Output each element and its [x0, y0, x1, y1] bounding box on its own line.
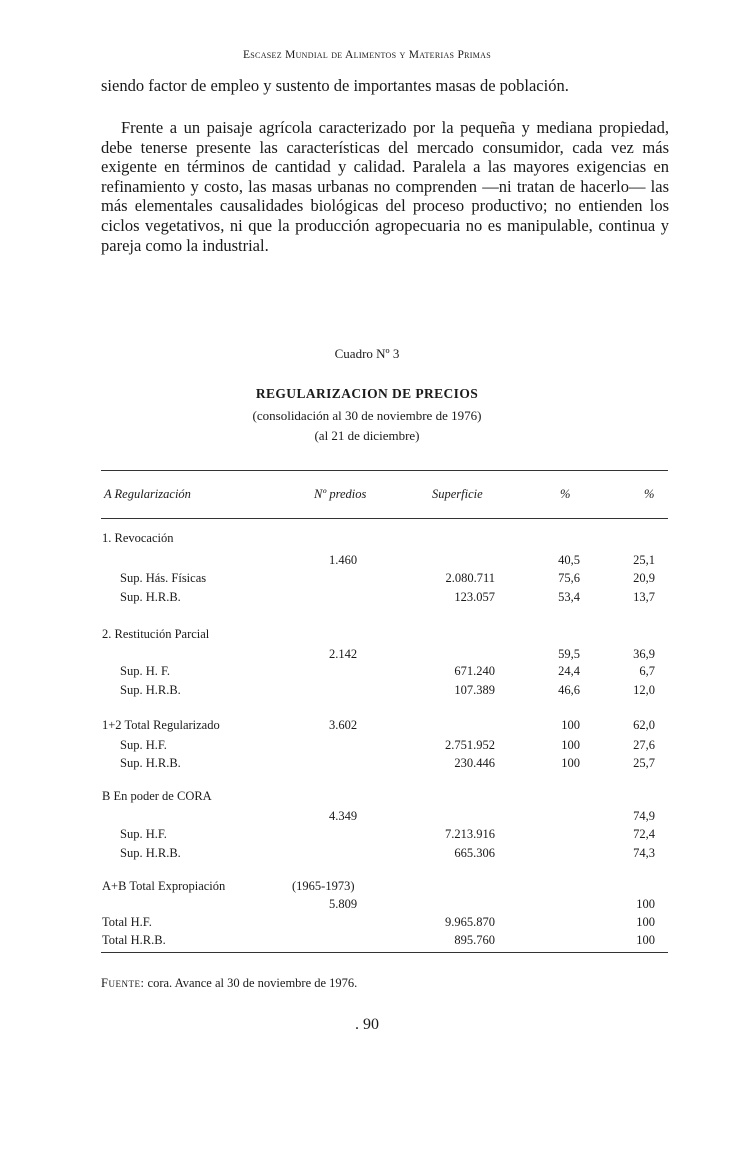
cell-superficie: 2.080.711: [445, 571, 495, 585]
cell-pct-2: 25,7: [633, 756, 655, 770]
row-label: 1. Revocación: [102, 531, 174, 545]
table-bottom-rule: [101, 952, 668, 953]
cell-superficie: 123.057: [454, 590, 495, 604]
table-title: REGULARIZACION DE PRECIOS: [255, 386, 479, 401]
table-source: [101, 976, 357, 991]
cell-superficie: 665.306: [454, 846, 495, 860]
cell-pct-1: 100: [561, 756, 580, 770]
cell-pct-2: 12,0: [633, 683, 655, 697]
cell-pct-1: 40,5: [558, 553, 580, 567]
cell-pct-2: 36,9: [633, 647, 655, 661]
cell-superficie: 895.760: [454, 933, 495, 947]
paragraph-1: siendo factor de empleo y sustento de importantes masas de población.: [101, 76, 569, 95]
row-label: Sup. H.R.B.: [120, 590, 181, 604]
row-label: Sup. H. F.: [120, 664, 171, 678]
table-number: Cuadro Nº 3: [334, 346, 400, 361]
cell-predios: 2.142: [329, 647, 358, 661]
cell-pct-2: 20,9: [633, 571, 655, 585]
row-label: A+B Total Expropiación: [102, 879, 226, 893]
paragraph-2: Frente a un paisaje agrícola caracterizado por la pequeña y mediana propiedad, debe tenerse presente las características del mercado consumidor, cada vez más exigente en términos de cantidad y calidad. Paralela a las mayores exigencias en refinamiento y costo, las masas urbanas no comprenden —ni tratan de hacerlo— las más elementales causalidades biológicas del proceso productivo; no entienden los ciclos vegetativos, ni que la producción agropecuaria no es manipulable, continua y pareja como la industrial.: [101, 118, 669, 255]
source-label: Fuente:: [101, 976, 145, 990]
cell-pct-2: 74,3: [633, 846, 655, 860]
row-label: Sup. H.R.B.: [120, 846, 181, 860]
cell-predios: 4.349: [329, 809, 358, 823]
column-header-regularizacion: A Regularización: [104, 487, 191, 501]
row-label: 1+2 Total Regularizado: [102, 718, 220, 732]
cell-pct-2: 72,4: [633, 827, 655, 841]
column-header-superficie: Superficie: [432, 487, 483, 501]
cell-predios: 3.602: [329, 718, 358, 732]
row-label: Total H.R.B.: [102, 933, 166, 947]
cell-pct-1: 100: [561, 738, 580, 752]
cell-superficie: 671.240: [454, 664, 495, 678]
source-text: cora. Avance al 30 de noviembre de 1976.: [147, 976, 358, 990]
cell-predios: (1965-1973): [292, 879, 355, 893]
row-label: Sup. Hás. Físicas: [120, 571, 207, 585]
cell-pct-1: 75,6: [558, 571, 580, 585]
table-header-rule: [101, 518, 668, 519]
cell-superficie: 7.213.916: [445, 827, 495, 841]
cell-pct-2: 25,1: [633, 553, 655, 567]
running-header: Escasez Mundial de Alimentos y Materias Primas: [242, 49, 491, 61]
cell-superficie: 2.751.952: [445, 738, 495, 752]
table-top-rule: [101, 470, 668, 471]
column-header-pct-2: %: [644, 487, 655, 501]
cell-pct-2: 100: [636, 897, 655, 911]
cell-pct-2: 6,7: [639, 664, 655, 678]
cell-pct-1: 53,4: [558, 590, 580, 604]
page-number: . 90: [355, 1016, 379, 1033]
row-label: Sup. H.R.B.: [120, 683, 181, 697]
table-subtitle-1: (consolidación al 30 de noviembre de 1976): [252, 408, 482, 423]
cell-pct-2: 100: [636, 933, 655, 947]
cell-pct-1: 59,5: [558, 647, 580, 661]
row-label: B En poder de CORA: [102, 789, 212, 803]
cell-pct-1: 46,6: [558, 683, 580, 697]
table-subtitle-2: (al 21 de diciembre): [314, 428, 420, 443]
row-label: Sup. H.F.: [120, 827, 167, 841]
row-label: Sup. H.F.: [120, 738, 167, 752]
cell-pct-2: 100: [636, 915, 655, 929]
column-header-pct-1: %: [560, 487, 571, 501]
row-label: Total H.F.: [102, 915, 152, 929]
row-label: Sup. H.R.B.: [120, 756, 181, 770]
cell-superficie: 230.446: [454, 756, 495, 770]
cell-predios: 5.809: [329, 897, 358, 911]
cell-pct-1: 24,4: [558, 664, 580, 678]
cell-pct-2: 74,9: [633, 809, 655, 823]
cell-pct-2: 13,7: [633, 590, 655, 604]
cell-superficie: 9.965.870: [445, 915, 495, 929]
column-header-predios: Nº predios: [314, 487, 367, 501]
cell-superficie: 107.389: [454, 683, 495, 697]
cell-pct-1: 100: [561, 718, 580, 732]
row-label: 2. Restitución Parcial: [102, 627, 210, 641]
cell-pct-2: 27,6: [633, 738, 655, 752]
cell-predios: 1.460: [329, 553, 358, 567]
cell-pct-2: 62,0: [633, 718, 655, 732]
